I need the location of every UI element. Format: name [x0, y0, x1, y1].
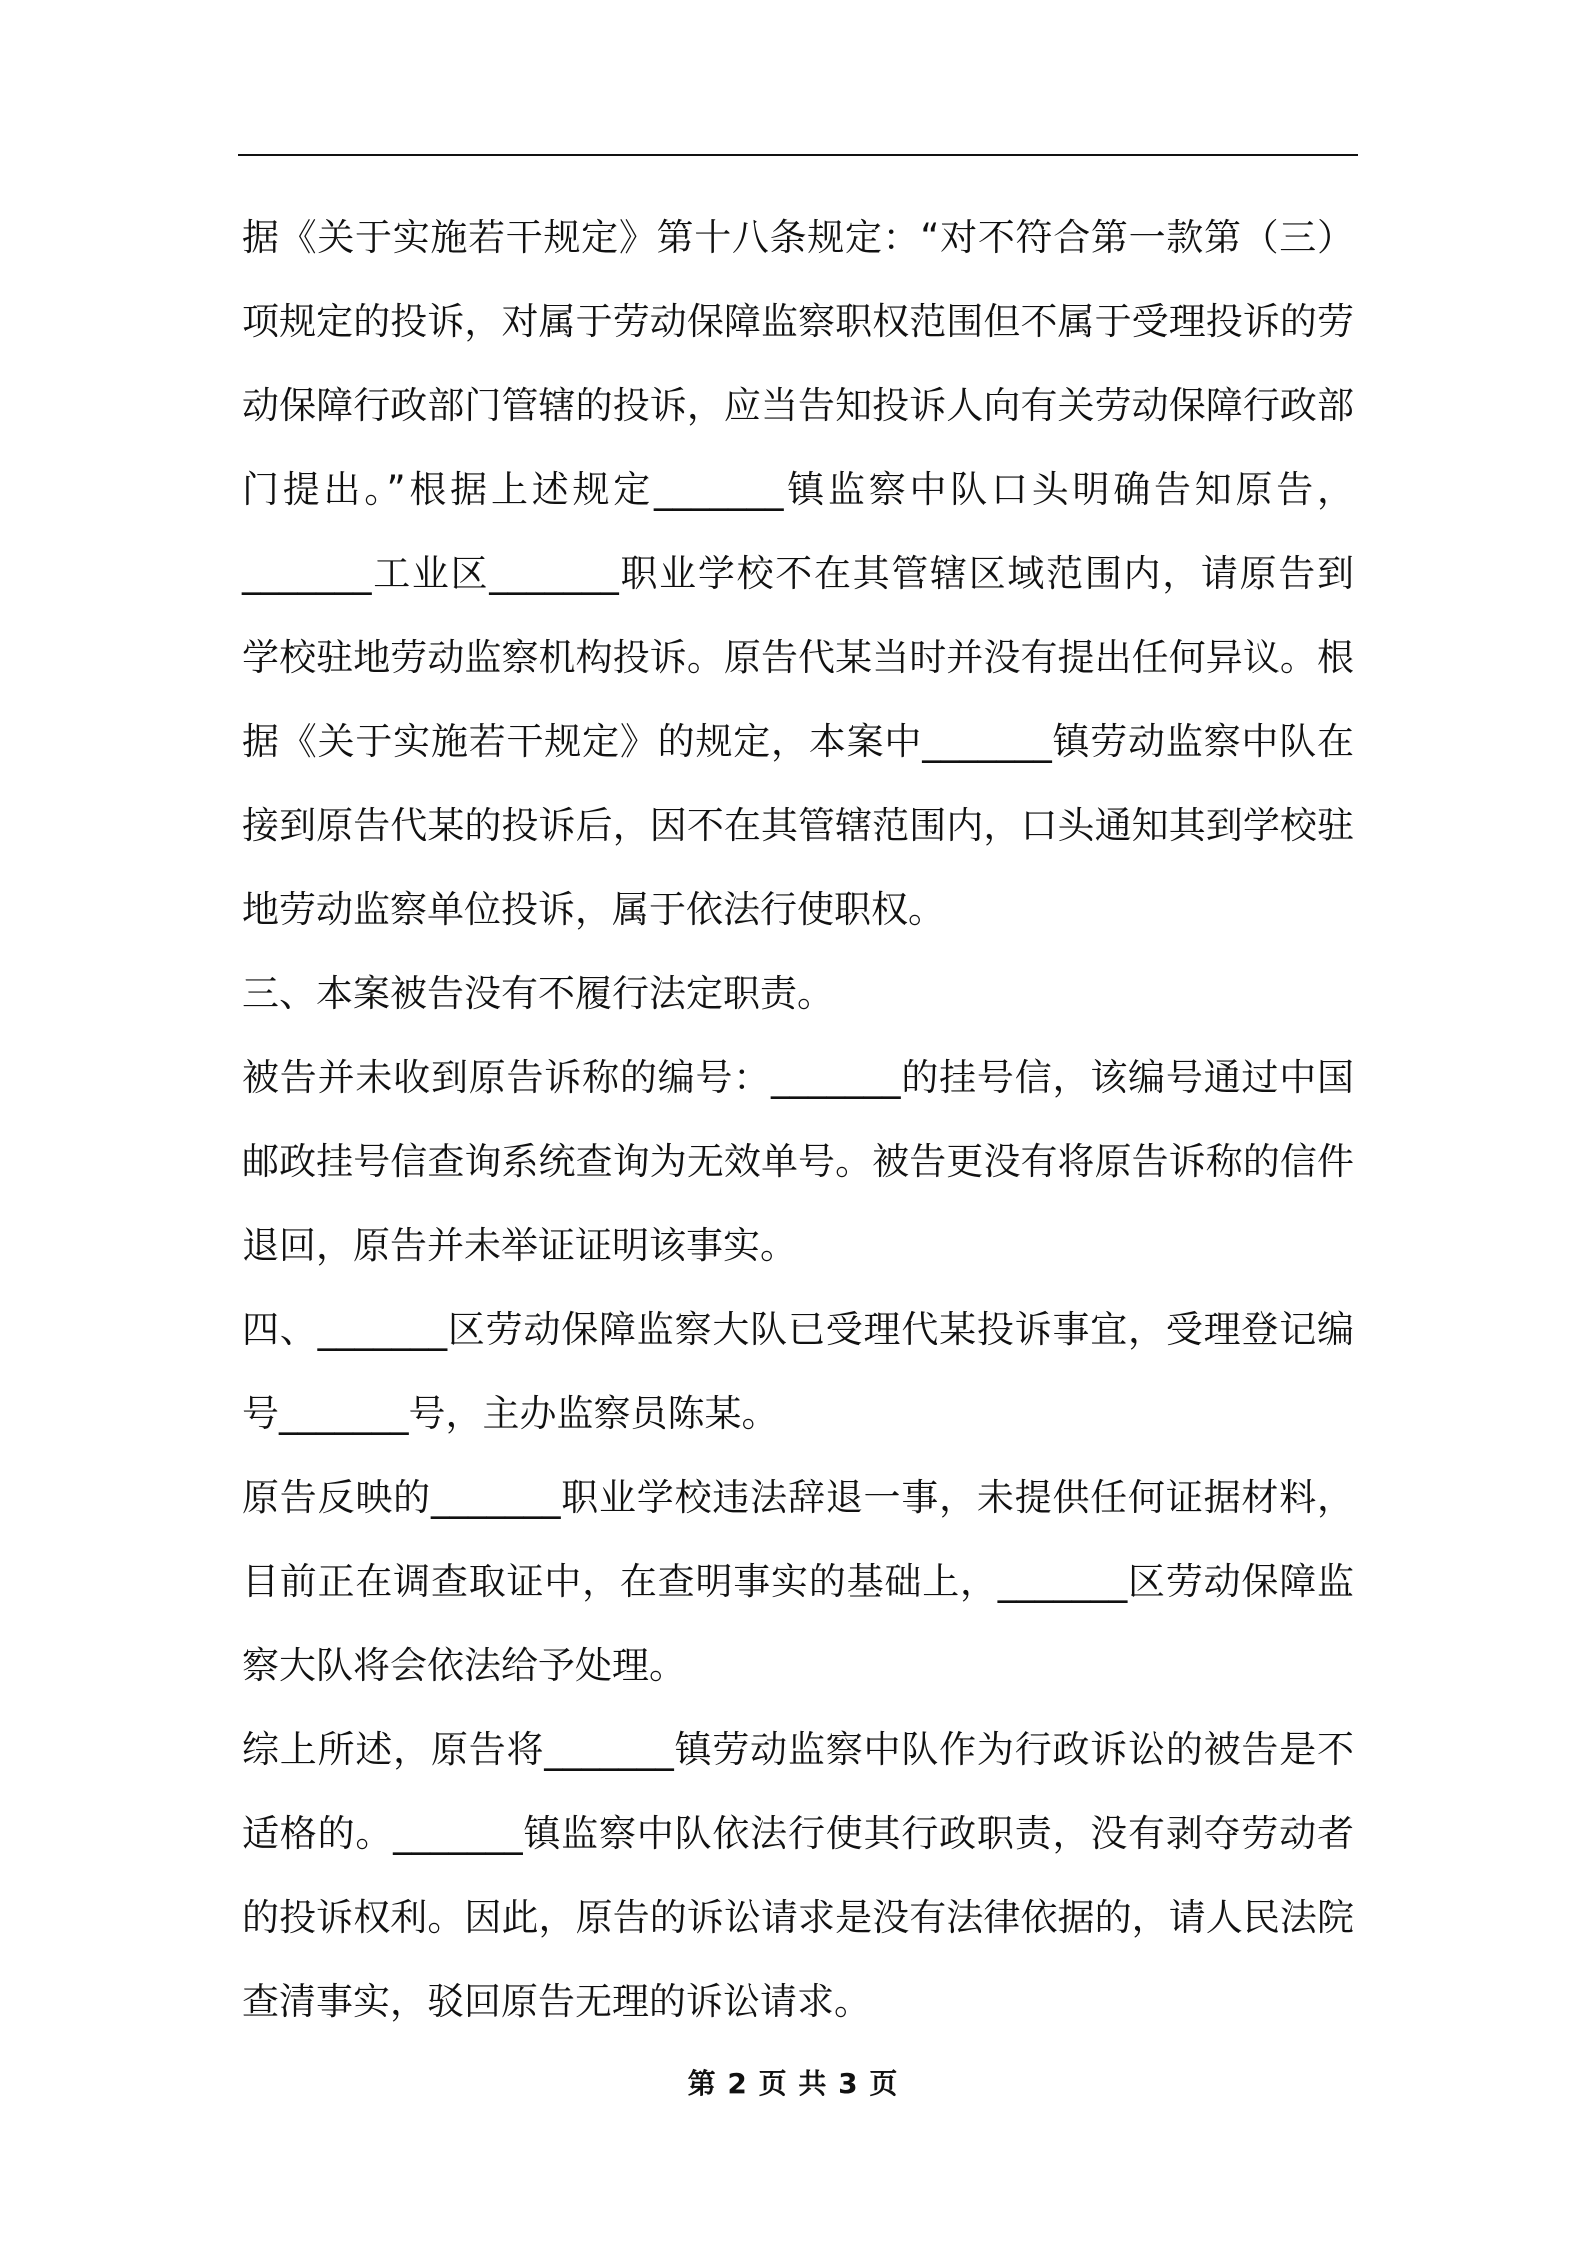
text-line: 综上所述，原告将_______镇劳动监察中队作为行政诉讼的被告是不 — [242, 1728, 1354, 1771]
page-number: 第 2 页 共 3 页 — [687, 2067, 899, 2100]
text-line: 察大队将会依法给予处理。 — [242, 1644, 686, 1687]
text-line: 的投诉权利。因此，原告的诉讼请求是没有法律依据的，请人民法院 — [242, 1896, 1354, 1939]
text-line: 目前正在调查取证中，在查明事实的基础上，_______区劳动保障监 — [242, 1560, 1354, 1603]
text-line: 查清事实，驳回原告无理的诉讼请求。 — [242, 1980, 871, 2023]
text-line: 适格的。_______镇监察中队依法行使其行政职责，没有剥夺劳动者 — [242, 1812, 1354, 1855]
text-line: 号_______号，主办监察员陈某。 — [242, 1392, 779, 1435]
text-line: 四、_______区劳动保障监察大队已受理代某投诉事宜，受理登记编 — [242, 1308, 1354, 1351]
document-body — [242, 196, 1354, 2044]
text-line: 被告并未收到原告诉称的编号：_______的挂号信，该编号通过中国 — [242, 1056, 1354, 1099]
text-line: 门提出。”根据上述规定_______镇监察中队口头明确告知原告， — [242, 468, 1354, 511]
text-line: 邮政挂号信查询系统查询为无效单号。被告更没有将原告诉称的信件 — [242, 1140, 1354, 1183]
text-line: _______工业区_______职业学校不在其管辖区域范围内，请原告到 — [242, 552, 1354, 595]
text-line: 退回，原告并未举证证明该事实。 — [242, 1224, 797, 1267]
text-line: 原告反映的_______职业学校违法辞退一事，未提供任何证据材料， — [242, 1476, 1354, 1519]
text-line: 学校驻地劳动监察机构投诉。原告代某当时并没有提出任何异议。根 — [242, 636, 1354, 679]
text-line: 动保障行政部门管辖的投诉，应当告知投诉人向有关劳动保障行政部 — [242, 384, 1354, 427]
text-line: 据《关于实施若干规定》第十八条规定：“对不符合第一款第（三） — [242, 216, 1354, 259]
text-line: 据《关于实施若干规定》的规定，本案中_______镇劳动监察中队在 — [242, 720, 1354, 763]
text-line: 接到原告代某的投诉后，因不在其管辖范围内，口头通知其到学校驻 — [242, 804, 1354, 847]
text-line: 项规定的投诉，对属于劳动保障监察职权范围但不属于受理投诉的劳 — [242, 300, 1354, 343]
text-line: 地劳动监察单位投诉，属于依法行使职权。 — [242, 888, 945, 931]
header-divider — [238, 154, 1358, 156]
text-line: 三、本案被告没有不履行法定职责。 — [242, 972, 834, 1015]
